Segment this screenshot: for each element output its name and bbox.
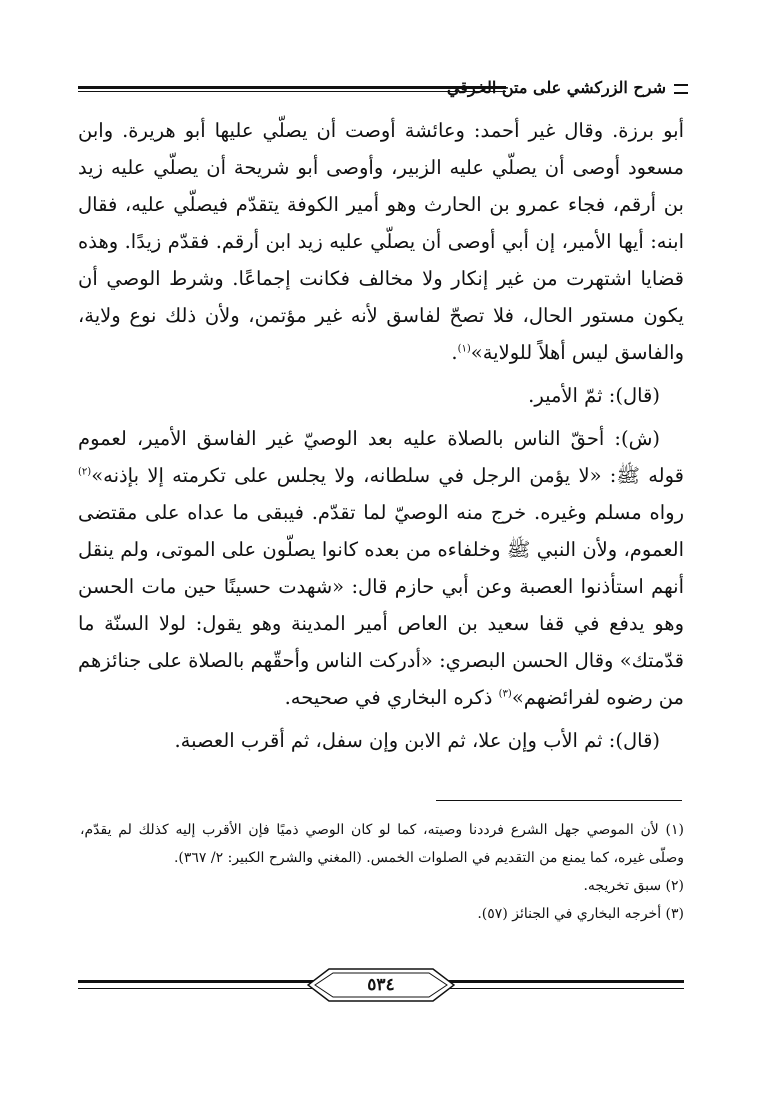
paragraph-4-text: (قال): ثم الأب وإن علا، ثم الابن وإن سفل، ثم أقرب العصبة.	[174, 729, 660, 752]
page-footer	[78, 966, 684, 1006]
paragraph-3	[78, 420, 684, 716]
footnote-1: (١) لأن الموصي جهل الشرع فرددنا وصيته، كما لو كان الوصي ذميًا فإن الأقرب إليه كذلك لم يقدّم، وصلّى غيره، كما يمنع من التقديم في الصلوات الخمس. (المغني والشرح الكبير: ٢/ ٣٦٧).	[80, 822, 684, 866]
footnote-2: (٢) سبق تخريجه.	[583, 878, 684, 894]
paragraph-4	[78, 722, 684, 759]
header-dash-ornament	[674, 84, 688, 94]
footnotes	[80, 816, 684, 928]
page-number-badge	[307, 968, 455, 1002]
page-number: ٥٣٤	[367, 975, 395, 995]
paragraph-3-continuation: رواه مسلم وغيره. خرج منه الوصيّ لما تقدّم. فيبقى ما عداه على مقتضى العموم، ولأن النبي ﷺ وخلفاءه من بعده كانوا يصلّون على الموتى، ولم ينقل أنهم استأذنوا العصبة وعن أبي حازم قال: «شهدت حسينًا حين مات الحسن وهو يدفع في قفا سعيد بن العاص أمير المدينة وهو يقول: لولا السنّة ما قدّمتك» وقال الحسن البصري: «أدركت الناس وأحقّهم بالصلاة على جنائزهم من رضوه لفرائضهم»	[78, 501, 684, 709]
header-rule	[78, 86, 506, 92]
header-title: شرح الزركشي على متن الخرقي	[446, 78, 666, 97]
paragraph-2	[78, 377, 684, 414]
paragraph-1-text: أبو برزة. وقال غير أحمد: وعائشة أوصت أن يصلّي عليها أبو هريرة. وابن مسعود أوصى أن يصلّي عليه الزبير، وأوصى أبو شريحة أن يصلّي عليه زيد بن أرقم، فجاء عمرو بن الحارث وهو أمير الكوفة يتقدّم فيصلّي عليه، فقال ابنه: أيها الأمير، إن أبي أوصى أن يصلّي عليه زيد ابن أرقم. فقدّم زيدًا. وهذه قضايا اشتهرت من غير إنكار ولا مخالف فكانت إجماعًا. وشرط الوصي أن يكون مستور الحال، فلا تصحّ لفاسق لأنه غير مؤتمن، ولأن ذلك نوع ولاية، والفاسق ليس أهلاً للولاية»	[78, 119, 684, 364]
paragraph-2-text: (قال): ثمّ الأمير.	[528, 384, 660, 407]
footnote-3: (٣) أخرجه البخاري في الجنائز (٥٧).	[477, 906, 684, 922]
footnote-separator	[436, 800, 682, 801]
footnote-ref-3: (٣)	[498, 688, 512, 700]
footnote-ref-1: (١)	[457, 343, 471, 355]
main-text	[78, 112, 684, 759]
footnote-ref-2: (٢)	[78, 466, 92, 478]
paragraph-1: أبو برزة. وقال غير أحمد: وعائشة أوصت أن يصلّي عليها أبو هريرة. وابن مسعود أوصى أن يصلّي عليه الزبير، وأوصى أبو شريحة أن يصلّي عليه زيد بن أرقم، فجاء عمرو بن الحارث وهو أمير الكوفة يتقدّم فيصلّي عليه، فقال ابنه: أيها الأمير، إن أبي أوصى أن يصلّي عليه زيد ابن أرقم. فقدّم زيدًا. وهذه قضايا اشتهرت من غير إنكار ولا مخالف فكانت إجماعًا. وشرط الوصي أن يكون مستور الحال، فلا تصحّ لفاسق لأنه غير مؤتمن، ولأن ذلك نوع ولاية، والفاسق ليس أهلاً للولاية»$^{(١)}$.	[78, 119, 684, 364]
paragraph-3-text: (ش): أحقّ الناس بالصلاة عليه بعد الوصيّ غير الفاسق الأمير، لعموم قوله ﷺ: «لا يؤمن الرجل في سلطانه، ولا يجلس على تكرمته إلا بإذنه»	[78, 427, 684, 487]
running-header	[78, 78, 688, 100]
paragraph-3-end: ذكره البخاري في صحيحه.	[284, 686, 493, 709]
